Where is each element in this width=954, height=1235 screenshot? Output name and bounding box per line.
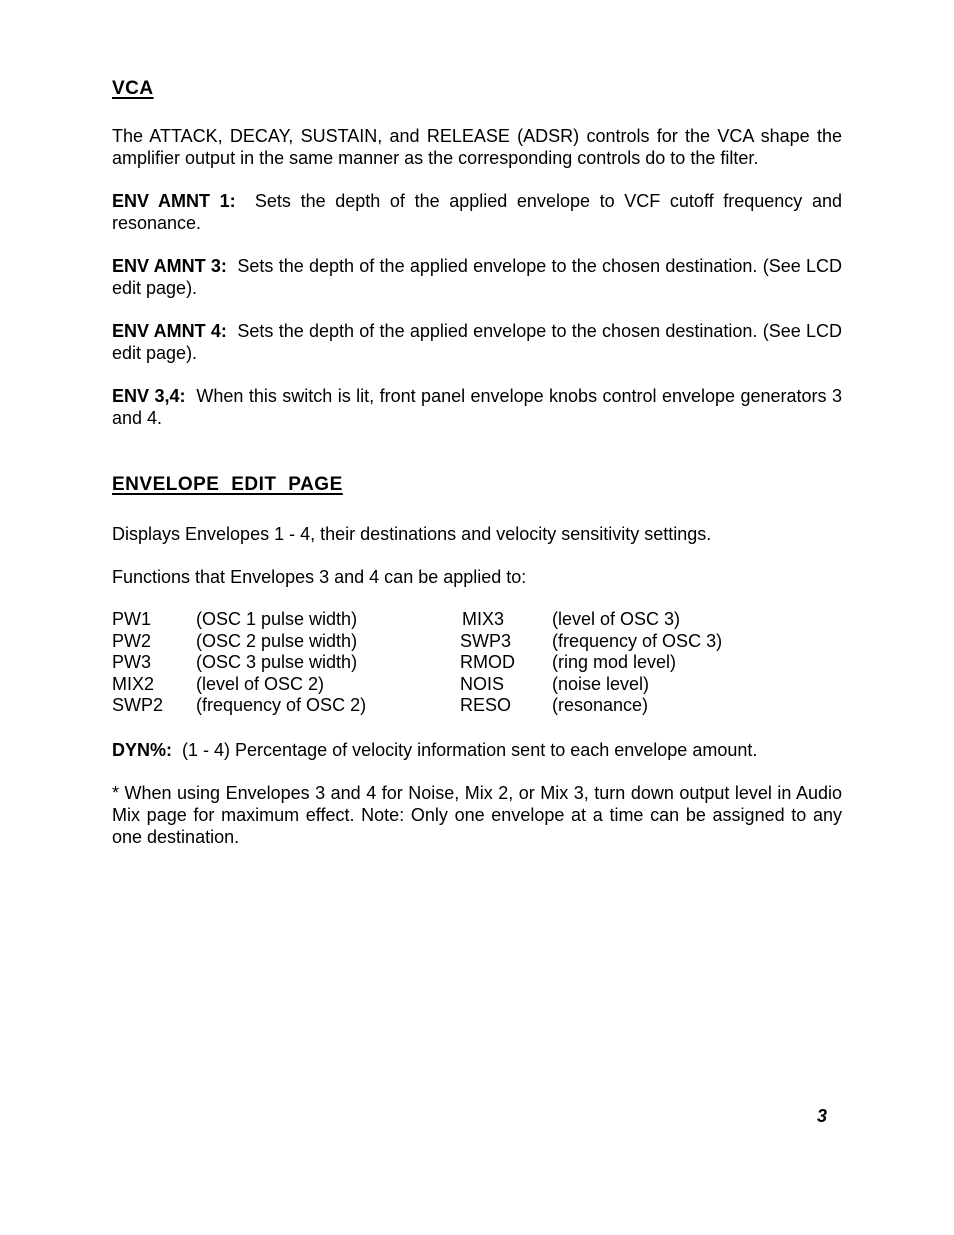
usage-note: * When using Envelopes 3 and 4 for Noise, Mix 2, or Mix 3, turn down output level in Audio Mix page for maximum effect. Note: Only one envelope at a time can be assigned to any one destination.: [112, 783, 842, 847]
env-amnt-1-term: ENV AMNT 1:: [112, 191, 236, 211]
code-cell: PW1: [112, 609, 152, 629]
code-cell: SWP3: [460, 630, 512, 651]
description-cell: (OSC 2 pulse width): [196, 630, 358, 651]
env-3-4-paragraph: [112, 385, 842, 429]
env-amnt-4-paragraph: [112, 320, 842, 364]
dyn-term: DYN%:: [112, 740, 173, 760]
code-cell: PW2: [112, 630, 152, 651]
description-cell: (OSC 3 pulse width): [196, 652, 358, 672]
env-amnt-3-paragraph: [112, 255, 842, 299]
dyn-text: (1 - 4) Percentage of velocity information sent to each envelope amount.: [182, 740, 758, 760]
description-cell: (frequency of OSC 2): [196, 695, 367, 715]
vca-heading: VCA: [112, 78, 154, 99]
table-row: [112, 651, 842, 673]
code-cell: SWP2: [112, 695, 164, 715]
description-cell: (noise level): [552, 673, 650, 694]
table-row: [112, 673, 842, 695]
env-amnt-1-text: Sets the depth of the applied envelope to VCF cutoff frequency and resonance.: [112, 191, 842, 233]
env-amnt-1-paragraph: [112, 190, 842, 234]
description-cell: (level of OSC 3): [552, 609, 681, 629]
code-cell: RMOD: [460, 652, 515, 672]
env-amnt-3-text: Sets the depth of the applied envelope to the chosen destination. (See LCD edit page).: [112, 256, 842, 298]
description-cell: (ring mod level): [552, 652, 677, 672]
envelope-edit-heading: ENVELOPE EDIT PAGE: [112, 474, 343, 495]
table-row: [112, 608, 842, 630]
page-number: 3: [817, 1106, 828, 1126]
code-cell: NOIS: [460, 673, 505, 694]
destinations-table: [112, 608, 842, 716]
code-cell: RESO: [460, 695, 512, 715]
env-amnt-4-text: Sets the depth of the applied envelope to the chosen destination. (See LCD edit page).: [112, 321, 842, 363]
functions-intro: Functions that Envelopes 3 and 4 can be applied to:: [112, 567, 527, 587]
table-row: [112, 630, 842, 652]
vca-intro: The ATTACK, DECAY, SUSTAIN, and RELEASE (ADSR) controls for the VCA shape the amplifier output in the same manner as the corresponding controls do to the filter.: [112, 126, 842, 168]
description-cell: (OSC 1 pulse width): [196, 609, 358, 629]
code-cell: PW3: [112, 652, 152, 672]
env-amnt-4-term: ENV AMNT 4:: [112, 321, 227, 341]
code-cell: MIX2: [112, 673, 155, 694]
env-3-4-term: ENV 3,4:: [112, 386, 186, 406]
env-3-4-text: When this switch is lit, front panel envelope knobs control envelope generators 3 and 4.: [112, 386, 842, 428]
envelope-edit-intro: Displays Envelopes 1 - 4, their destinations and velocity sensitivity settings.: [112, 524, 712, 544]
table-row: [112, 694, 842, 716]
description-cell: (level of OSC 2): [196, 673, 325, 694]
description-cell: (resonance): [552, 695, 649, 715]
code-cell: MIX3: [462, 609, 505, 629]
description-cell: (frequency of OSC 3): [552, 630, 723, 651]
dyn-paragraph: [112, 739, 842, 761]
env-amnt-3-term: ENV AMNT 3:: [112, 256, 227, 276]
